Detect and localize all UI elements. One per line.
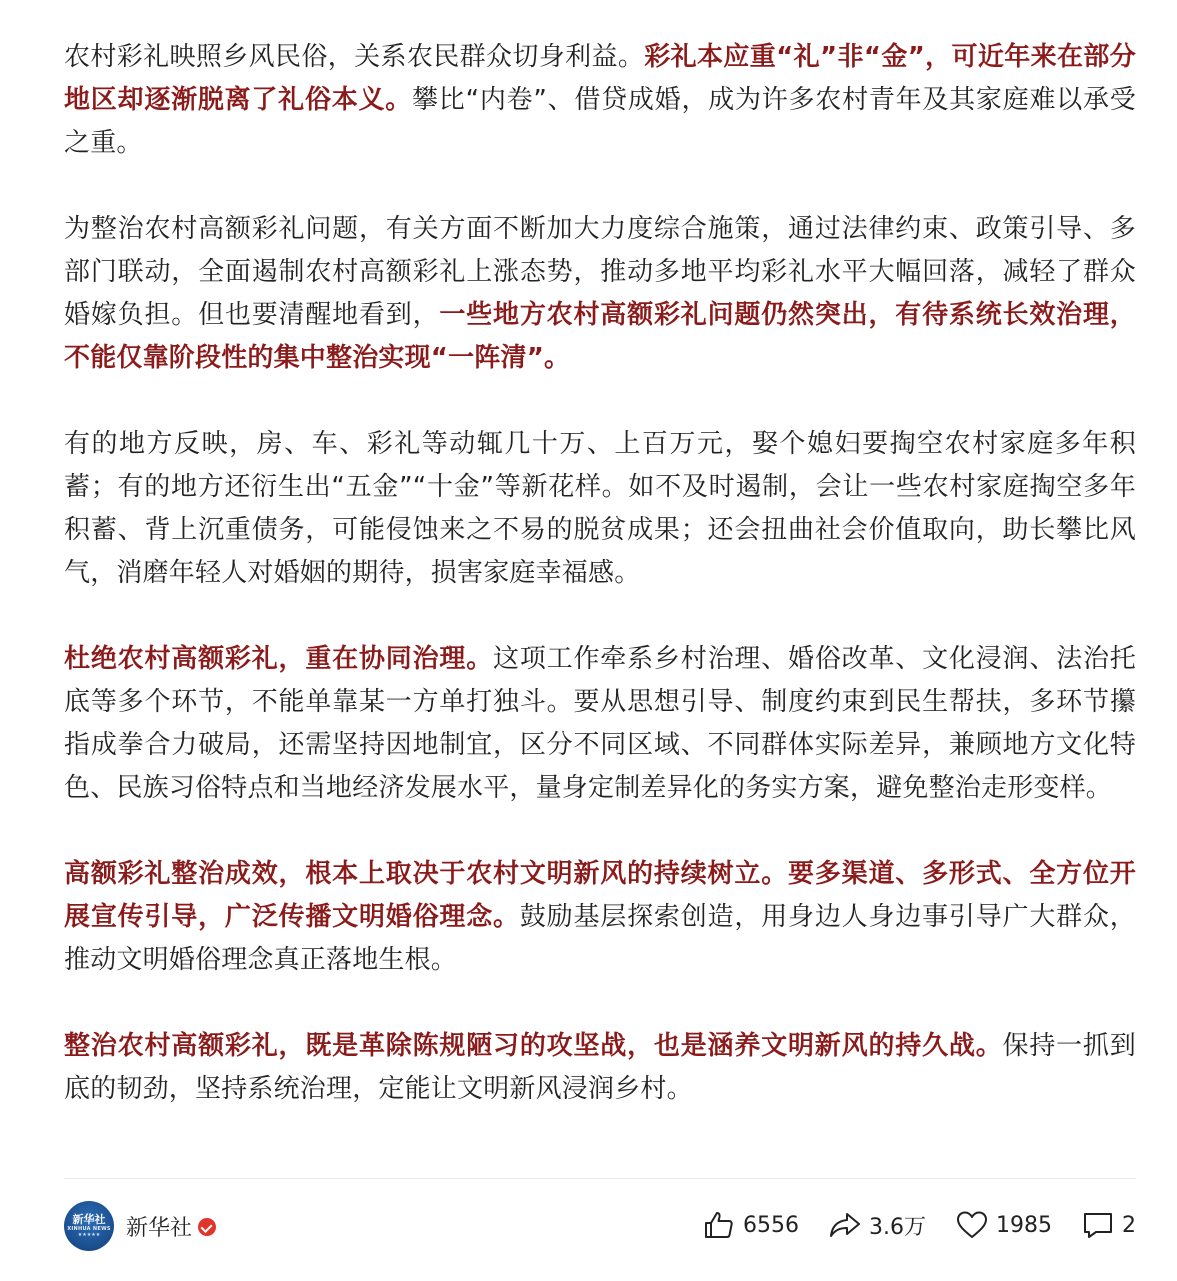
paragraph-text: 农村彩礼映照乡风民俗，关系农民群众切身利益。 <box>64 42 645 72</box>
author-info[interactable] <box>64 1201 216 1251</box>
article-footer <box>64 1178 1136 1281</box>
highlighted-text: 整治农村高额彩礼，既是革除陈规陋习的攻坚战，也是涵养文明新风的持久战。 <box>64 1031 1003 1061</box>
paragraph-1 <box>64 36 1136 165</box>
share-button[interactable] <box>829 1209 926 1241</box>
avatar-stars-icon: ★★★★★ <box>77 1232 101 1238</box>
comment-count: 2 <box>1122 1212 1136 1238</box>
avatar-logo-subtext: XINHUA NEWS <box>67 1226 111 1232</box>
like-button[interactable] <box>703 1209 799 1241</box>
paragraph-text: 为整治农村高额彩礼问题，有关方面不断加大力度综合施策，通过法律约束、政策引导、多部门联动，全面遏制农村高额彩礼上涨态势，推动多地平均彩礼水平大幅回落，减轻了群众婚嫁负担。但也要清醒地看到， <box>64 214 1136 330</box>
paragraph-2 <box>64 208 1136 380</box>
highlighted-text: 一些地方农村高额彩礼问题仍然突出，有待系统长效治理，不能仅靠阶段性的集中整治实现“一阵清”。 <box>64 300 1136 373</box>
paragraph-5 <box>64 853 1136 982</box>
comment-icon <box>1082 1209 1114 1241</box>
heart-icon <box>956 1209 988 1241</box>
paragraph-3 <box>64 423 1136 595</box>
highlighted-text: 彩礼本应重“礼”非“金”，可近年来在部分地区却逐渐脱离了礼俗本义。 <box>64 42 1137 115</box>
paragraph-text: 这项工作牵系乡村治理、婚俗改革、文化浸润、法治托底等多个环节，不能单靠某一方单打独斗。要从思想引导、制度约束到民生帮扶，多环节攥指成拳合力破局，还需坚持因地制宜，区分不同区域、不同群体实际差异，兼顾地方文化特色、民族习俗特点和当地经济发展水平，量身定制差异化的务实方案，避免整治走形变样。 <box>64 644 1136 803</box>
article-body <box>64 36 1136 1111</box>
share-arrow-icon <box>829 1209 861 1241</box>
avatar-logo-text: 新华社 <box>72 1213 106 1226</box>
favorite-button[interactable] <box>956 1209 1052 1241</box>
verified-badge-icon <box>198 1218 216 1236</box>
paragraph-text: 有的地方反映，房、车、彩礼等动辄几十万、上百万元，娶个媳妇要掏空农村家庭多年积蓄；有的地方还衍生出“五金”“十金”等新花样。如不及时遏制，会让一些农村家庭掏空多年积蓄、背上沉重债务，可能侵蚀来之不易的脱贫成果；还会扭曲社会价值取向，助长攀比风气，消磨年轻人对婚姻的期待，损害家庭幸福感。 <box>64 429 1136 588</box>
action-bar <box>703 1209 1136 1241</box>
highlighted-text: 高额彩礼整治成效，根本上取决于农村文明新风的持续树立。要多渠道、多形式、全方位开展宣传引导，广泛传播文明婚俗理念。 <box>64 859 1136 932</box>
comment-button[interactable] <box>1082 1209 1136 1241</box>
paragraph-text: 鼓励基层探索创造，用身边人身边事引导广大群众，推动文明婚俗理念真正落地生根。 <box>64 902 1136 975</box>
avatar[interactable] <box>64 1201 114 1251</box>
paragraph-text: 攀比“内卷”、借贷成婚，成为许多农村青年及其家庭难以承受之重。 <box>64 85 1136 158</box>
favorite-count: 1985 <box>996 1212 1052 1238</box>
paragraph-6 <box>64 1025 1136 1111</box>
author-name[interactable]: 新华社 <box>126 1215 193 1241</box>
highlighted-text: 杜绝农村高额彩礼，重在协同治理。 <box>64 644 494 674</box>
share-count: 3.6万 <box>869 1214 926 1240</box>
thumbs-up-icon <box>703 1209 735 1241</box>
paragraph-4 <box>64 638 1136 810</box>
paragraph-text: 保持一抓到底的韧劲，坚持系统治理，定能让文明新风浸润乡村。 <box>64 1031 1136 1104</box>
like-count: 6556 <box>743 1212 799 1238</box>
